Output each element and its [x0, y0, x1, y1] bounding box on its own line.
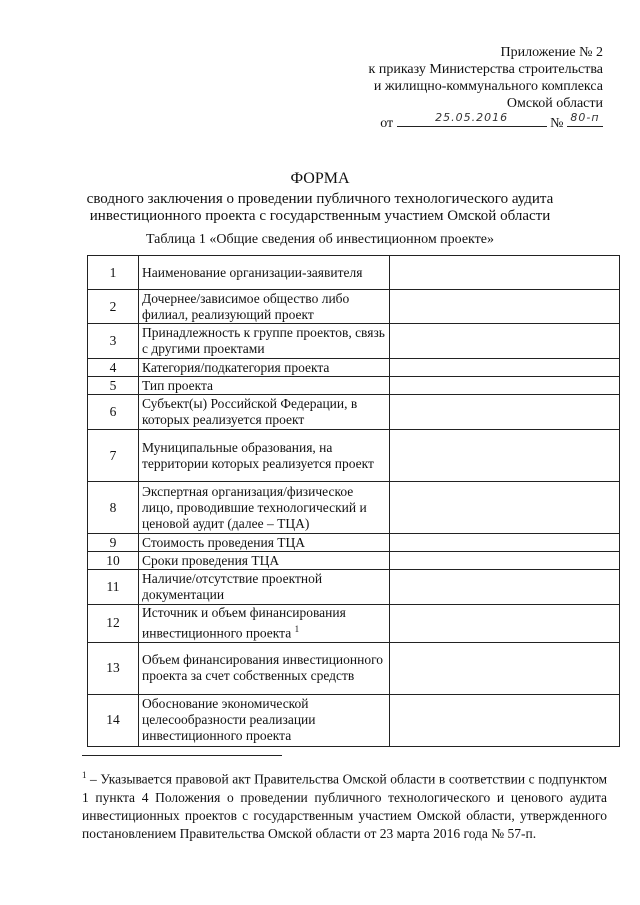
order-date-handwritten: 25.05.2016 — [435, 111, 509, 124]
footnote-marker: 1 — [82, 770, 87, 780]
table-row — [88, 256, 620, 290]
order-number-handwritten: 80-п — [570, 111, 600, 124]
footnote-divider — [82, 755, 282, 756]
row-value-cell[interactable] — [390, 290, 620, 324]
order-date-field — [397, 112, 547, 127]
row-value-cell[interactable] — [390, 534, 620, 552]
row-number: 6 — [88, 395, 139, 430]
appendix-number: Приложение № 2 — [500, 45, 603, 60]
region-name: Омской области — [506, 96, 603, 111]
order-date-line — [369, 112, 603, 132]
row-number: 13 — [88, 642, 139, 694]
order-number-field — [567, 112, 603, 127]
row-number: 5 — [88, 377, 139, 395]
row-label: Сроки проведения ТЦА — [139, 552, 390, 570]
form-heading: ФОРМА — [290, 170, 350, 187]
table-row — [88, 642, 620, 694]
footnote-text: – Указывается правовой акт Правительства Омской области в соответствии с подпунктом 1 пункта 4 Положения о проведении публичного технологического и ценового аудита инвестиционных проектов с государственным участием Омской области, утвержденного постановлением Правительства Омской области от 23 марта 2016 года № 57-п. — [82, 771, 607, 841]
row-label: Наименование организации-заявителя — [139, 256, 390, 290]
row-value-cell[interactable] — [390, 395, 620, 430]
table-row — [88, 570, 620, 605]
table-row — [88, 359, 620, 377]
date-prefix: от — [380, 116, 394, 131]
row-number: 4 — [88, 359, 139, 377]
row-label: Дочернее/зависимое общество либо филиал, реализующий проект — [139, 290, 390, 324]
row-label — [139, 605, 390, 643]
row-label-text: Источник и объем финансирования инвестиционного проекта — [142, 605, 346, 641]
appendix-header — [369, 44, 603, 132]
row-value-cell[interactable] — [390, 359, 620, 377]
row-value-cell[interactable] — [390, 605, 620, 643]
table-row — [88, 324, 620, 359]
row-number: 3 — [88, 324, 139, 359]
row-label: Субъект(ы) Российской Федерации, в которых реализуется проект — [139, 395, 390, 430]
table-row — [88, 534, 620, 552]
table-row — [88, 430, 620, 482]
row-value-cell[interactable] — [390, 377, 620, 395]
row-number: 2 — [88, 290, 139, 324]
row-number: 1 — [88, 256, 139, 290]
table-row — [88, 377, 620, 395]
footnote-ref: 1 — [294, 624, 300, 634]
row-label: Объем финансирования инвестиционного проекта за счет собственных средств — [139, 642, 390, 694]
row-value-cell[interactable] — [390, 324, 620, 359]
row-value-cell[interactable] — [390, 570, 620, 605]
order-reference: к приказу Министерства строительства — [368, 62, 603, 77]
table-row — [88, 552, 620, 570]
table-row — [88, 694, 620, 746]
table-row — [88, 482, 620, 534]
table-caption: Таблица 1 «Общие сведения об инвестиционном проекте» — [145, 232, 495, 247]
title-line-1: сводного заключения о проведении публичного технологического аудита — [86, 191, 554, 207]
row-value-cell[interactable] — [390, 256, 620, 290]
footnote — [82, 766, 607, 843]
document-title — [0, 170, 640, 225]
row-number: 11 — [88, 570, 139, 605]
row-value-cell[interactable] — [390, 482, 620, 534]
table-row — [88, 605, 620, 643]
row-number: 9 — [88, 534, 139, 552]
row-label: Наличие/отсутствие проектной документации — [139, 570, 390, 605]
row-label: Стоимость проведения ТЦА — [139, 534, 390, 552]
row-number: 7 — [88, 430, 139, 482]
row-number: 10 — [88, 552, 139, 570]
table-row — [88, 395, 620, 430]
row-value-cell[interactable] — [390, 430, 620, 482]
row-value-cell[interactable] — [390, 552, 620, 570]
number-prefix: № — [550, 116, 564, 131]
title-line-2: инвестиционного проекта с государственным участием Омской области — [89, 208, 551, 224]
row-number: 12 — [88, 605, 139, 643]
table-row — [88, 290, 620, 324]
row-label: Муниципальные образования, на территории которых реализуется проект — [139, 430, 390, 482]
row-label: Категория/подкатегория проекта — [139, 359, 390, 377]
row-value-cell[interactable] — [390, 694, 620, 746]
ministry-name: и жилищно-коммунального комплекса — [373, 79, 603, 94]
row-label: Обоснование экономической целесообразности реализации инвестиционного проекта — [139, 694, 390, 746]
row-value-cell[interactable] — [390, 642, 620, 694]
row-label: Тип проекта — [139, 377, 390, 395]
row-number: 8 — [88, 482, 139, 534]
row-label: Принадлежность к группе проектов, связь с другими проектами — [139, 324, 390, 359]
row-number: 14 — [88, 694, 139, 746]
project-info-table — [87, 255, 620, 747]
row-label: Экспертная организация/физическое лицо, проводившие технологический и ценовой аудит (далее – ТЦА) — [139, 482, 390, 534]
